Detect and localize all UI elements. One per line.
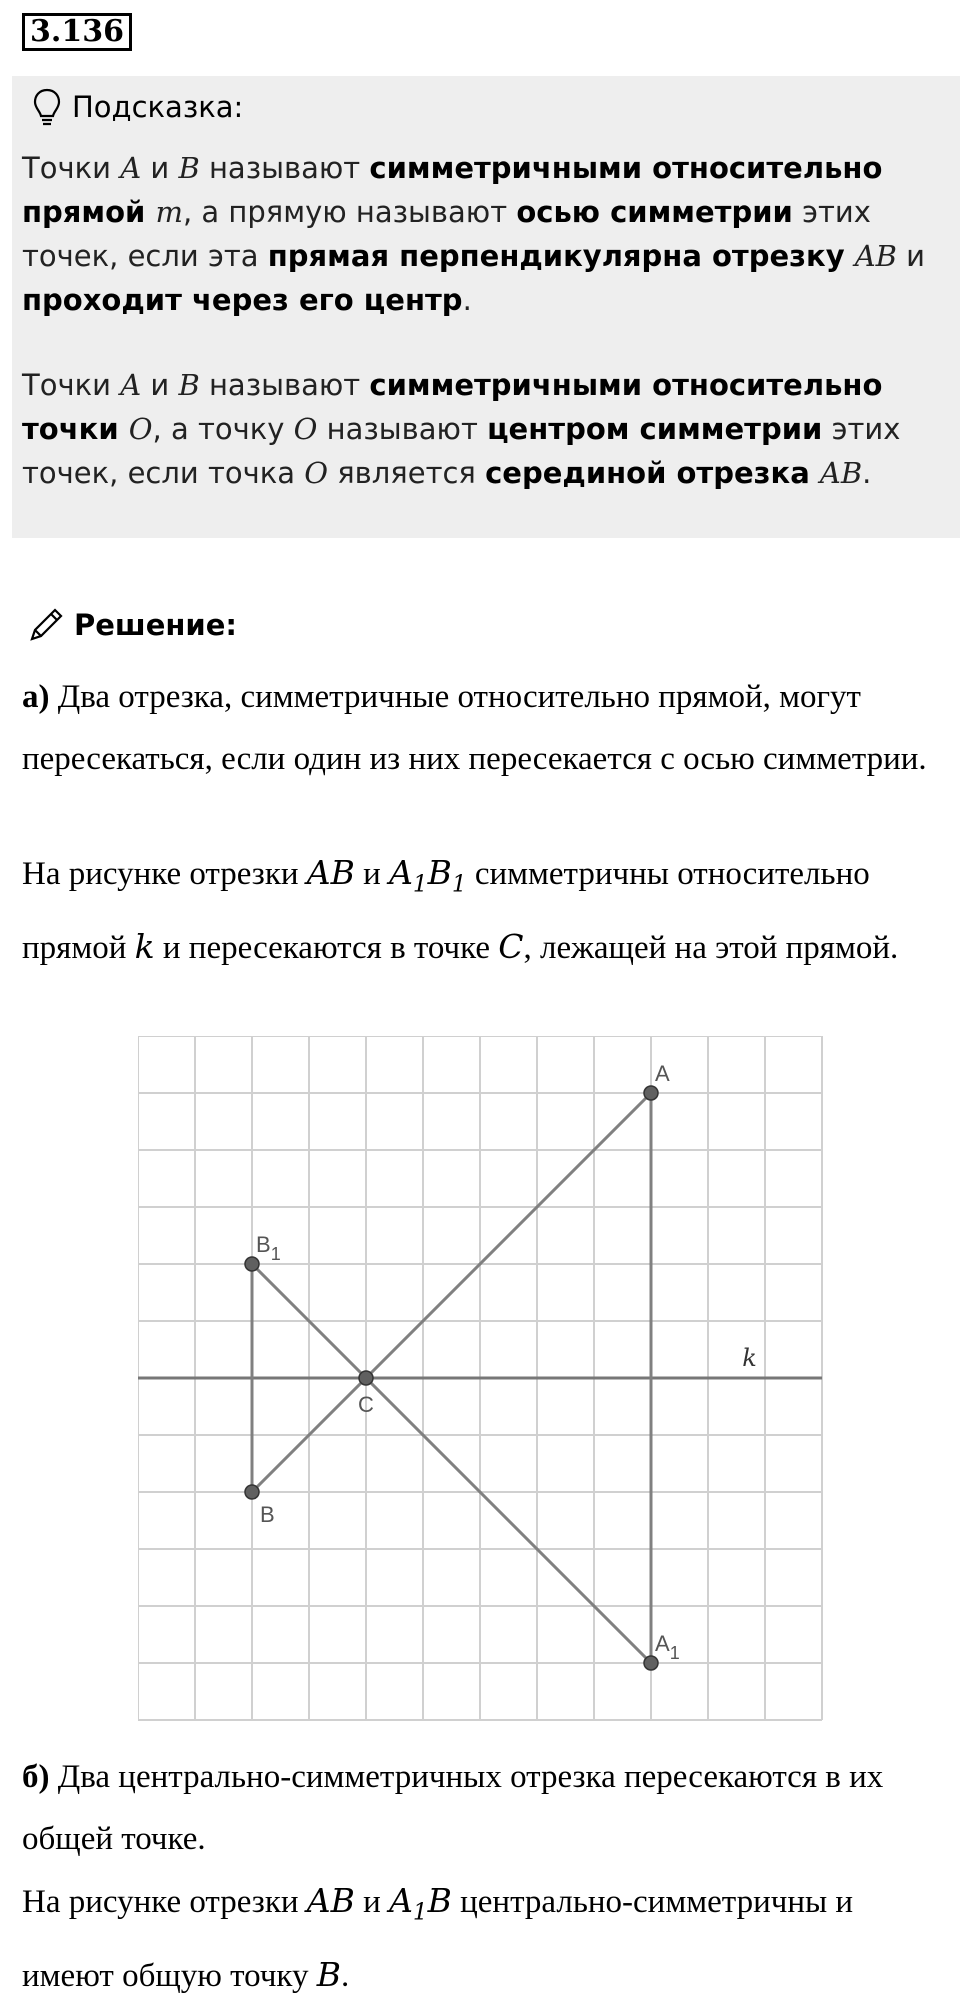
segment-A-B <box>252 1093 651 1492</box>
point-label-B <box>260 1502 275 1527</box>
segment-B1-A1 <box>252 1264 651 1663</box>
text-run: называют <box>199 151 370 185</box>
math-symbol: B <box>178 368 200 402</box>
text-run: На рисунке отрезки <box>22 856 307 892</box>
text-run: называют <box>317 412 488 446</box>
point-label-C <box>358 1392 374 1417</box>
math-symbol: B <box>316 1954 341 1994</box>
text-run: , а прямую называют <box>182 195 517 229</box>
math-symbol: O <box>293 412 318 446</box>
point-label-A <box>655 1061 670 1086</box>
point-label-letter: B <box>256 1232 271 1257</box>
text-run: . <box>341 1957 350 1994</box>
point-A <box>644 1086 658 1100</box>
point-label-subscript: 1 <box>270 1244 281 1264</box>
text-run: и <box>354 1884 390 1920</box>
axis-label-k: k <box>742 1344 757 1372</box>
bold-text: осью симметрии <box>516 195 793 229</box>
text-run: и <box>141 151 179 185</box>
math-symbol: 1 <box>451 871 467 898</box>
math-symbol: A <box>389 1881 413 1920</box>
text-run: и <box>141 368 179 402</box>
text-run: Два отрезка, симметричные относительно прямой, могут пересекаться, если один из них пересекается с осью симметрии. <box>22 679 927 777</box>
hint-box <box>12 76 960 538</box>
solution-header <box>26 605 237 645</box>
point-label-letter: A <box>655 1061 670 1086</box>
math-symbol: AB <box>306 1881 355 1920</box>
point-B1 <box>245 1257 259 1271</box>
math-symbol: AB <box>854 239 897 273</box>
point-label-A1 <box>655 1631 680 1663</box>
text-run: называют <box>199 368 370 402</box>
text-run: Два центрально-симметричных отрезка пересекаются в их общей точке. <box>22 1759 884 1857</box>
bold-text: б) <box>22 1759 50 1795</box>
math-symbol: A <box>120 151 142 185</box>
math-symbol: O <box>128 412 153 446</box>
bold-text: серединой отрезка <box>485 456 820 490</box>
text-run: Точки <box>22 368 121 402</box>
part-a-text <box>22 666 942 790</box>
pencil-icon <box>26 605 66 645</box>
bold-text: прямая перпендикулярна отрезку <box>267 239 855 273</box>
bold-text: а) <box>22 679 50 715</box>
point-label-letter: B <box>260 1502 275 1527</box>
text-run: Точки <box>22 151 121 185</box>
text-run: центрально-симметричны и имеют общую точку <box>22 1884 854 1994</box>
bold-text: симметричными относительно точки <box>22 368 883 446</box>
math-symbol: m <box>155 195 183 229</box>
math-symbol: 1 <box>412 871 428 898</box>
symmetry-figure <box>138 1036 838 1736</box>
text-run: и пересекаются в точке <box>154 929 499 966</box>
point-label-B1 <box>256 1232 281 1264</box>
part-b-text <box>22 1746 942 1870</box>
math-symbol: AB <box>306 853 355 892</box>
hint-header <box>32 82 243 132</box>
part-b-figure-description <box>22 1870 942 2007</box>
text-run: На рисунке отрезки <box>22 1884 307 1920</box>
part-a-figure-description <box>22 842 942 979</box>
math-symbol: O <box>304 456 329 490</box>
math-symbol: AB <box>819 456 863 490</box>
hint-paragraph-2 <box>22 363 942 495</box>
point-label-letter: C <box>358 1392 374 1417</box>
math-symbol: B <box>427 853 452 892</box>
math-symbol: C <box>498 926 524 966</box>
text-run: и <box>354 856 390 892</box>
point-label-subscript: 1 <box>669 1643 680 1663</box>
hint-title: Подсказка: <box>72 90 244 124</box>
text-run: этих точек, если эта <box>22 195 871 273</box>
text-run: и <box>896 239 926 273</box>
point-C <box>359 1371 373 1385</box>
math-symbol: B <box>427 1881 452 1920</box>
solution-title: Решение: <box>74 608 238 642</box>
math-symbol: 1 <box>412 1899 428 1926</box>
text-run: , а точку <box>152 412 294 446</box>
text-run: является <box>328 456 486 490</box>
problem-number: 3.136 <box>22 13 132 51</box>
math-symbol: A <box>120 368 142 402</box>
bold-text: проходит через его центр <box>22 283 463 317</box>
hint-paragraph-1 <box>22 146 942 322</box>
lightbulb-icon <box>32 87 62 127</box>
point-A1 <box>644 1656 658 1670</box>
text-run: . <box>862 456 872 490</box>
bold-text: симметричными относительно прямой <box>22 151 883 229</box>
math-symbol: A <box>389 853 413 892</box>
text-run: . <box>462 283 472 317</box>
text-run: , лежащей на этой прямой. <box>523 929 899 966</box>
text-run: симметричны относительно прямой <box>22 856 870 966</box>
text-run: этих точек, если точка <box>22 412 901 490</box>
math-symbol: B <box>178 151 200 185</box>
point-label-letter: A <box>655 1631 670 1656</box>
point-B <box>245 1485 259 1499</box>
math-symbol: k <box>134 926 155 966</box>
bold-text: центром симметрии <box>487 412 823 446</box>
